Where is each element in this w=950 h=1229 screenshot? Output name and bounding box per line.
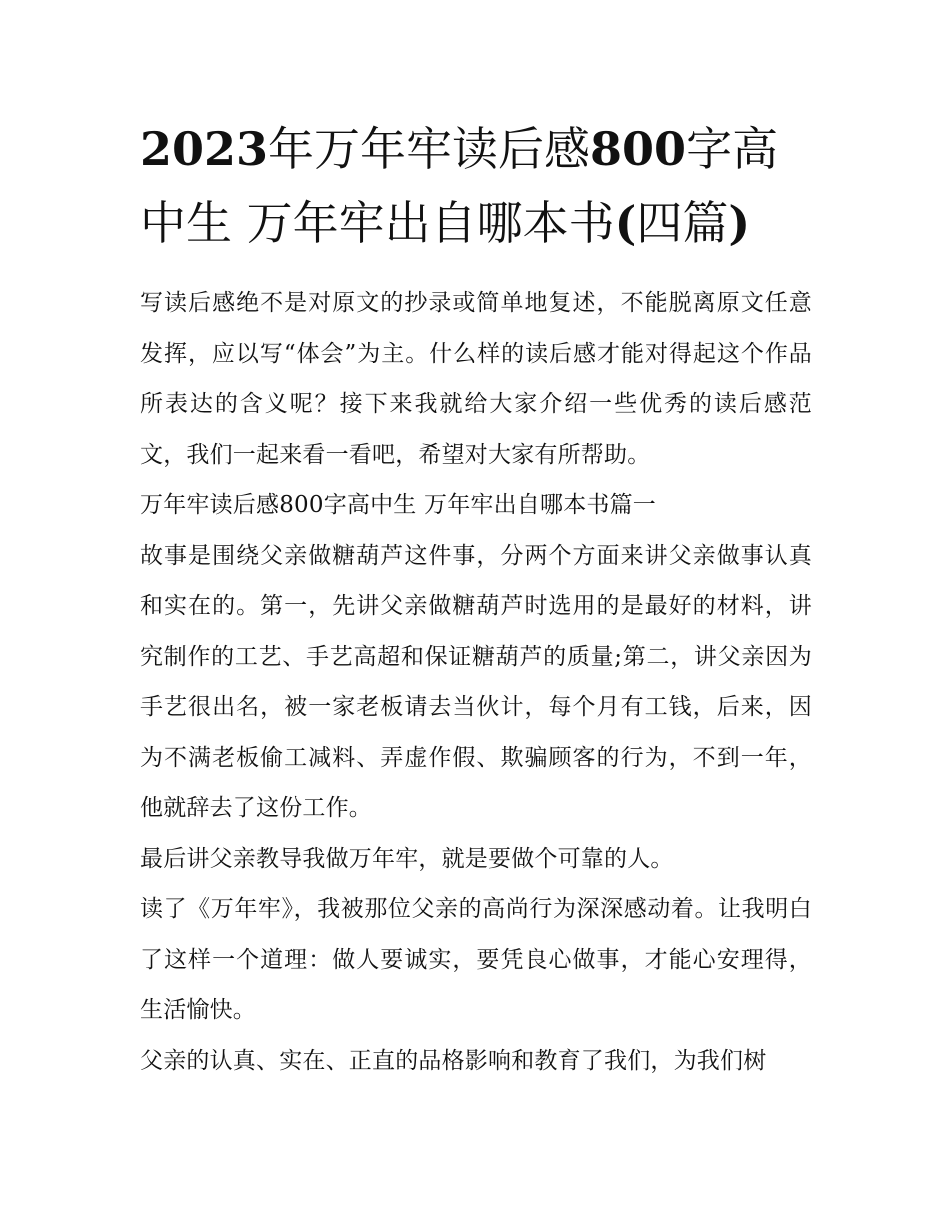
document-title [140, 112, 815, 260]
intro-paragraph: 写读后感绝不是对原文的抄录或简单地复述，不能脱离原文任意发挥，应以写“体会”为主。什么样的读后感才能对得起这个作品所表达的含义呢？接下来我就给大家介绍一些优秀的读后感范文，我们一起来看一看吧，希望对大家有所帮助。 [140, 290, 812, 468]
title-line-1: 2023年万年牢读后感800字高 [140, 122, 779, 176]
section-heading: 万年牢读后感800字高中生 万年牢出自哪本书篇一 [140, 492, 657, 518]
body-paragraph: 最后讲父亲教导我做万年牢，就是要做个可靠的人。 [140, 845, 674, 872]
body-paragraph: 父亲的认真、实在、正直的品格影响和教育了我们，为我们树 [140, 1047, 767, 1074]
document-body [140, 278, 812, 1086]
title-line-2: 中生 万年牢出自哪本书(四篇) [140, 196, 751, 250]
body-paragraph: 故事是围绕父亲做糖葫芦这件事，分两个方面来讲父亲做事认真和实在的。第一，先讲父亲做糖葫芦时选用的是最好的材料，讲究制作的工艺、手艺高超和保证糖葫芦的质量;第二，讲父亲因为手艺很出名，被一家老板请去当伙计，每个月有工钱，后来，因为不满老板偷工减料、弄虚作假、欺骗顾客的行为，不到一年，他就辞去了这份工作。 [140, 542, 812, 821]
body-paragraph: 读了《万年牢》，我被那位父亲的高尚行为深深感动着。让我明白了这样一个道理：做人要诚实，要凭良心做事，才能心安理得，生活愉快。 [140, 896, 812, 1023]
